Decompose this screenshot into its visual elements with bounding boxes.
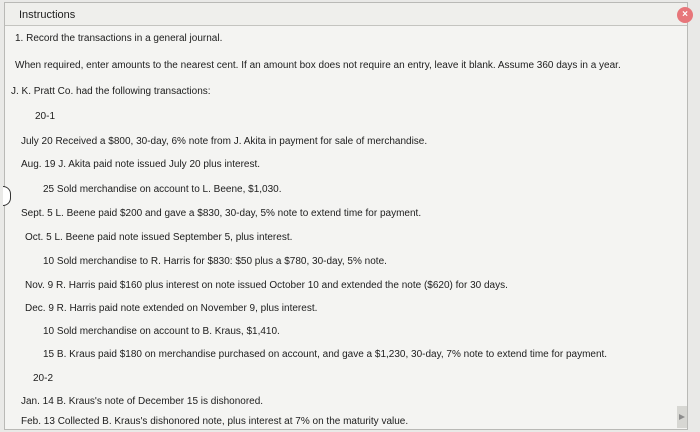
year-label: 20-1 [35, 111, 56, 122]
panel-edge-marker [3, 186, 11, 206]
close-icon[interactable]: × [677, 7, 693, 23]
transaction-row: Nov. 9 R. Harris paid $160 plus interest on note issued October 10 and extended the note ($620) for 30 days. [25, 280, 508, 291]
transaction-row: July 20 Received a $800, 30-day, 6% note from J. Akita in payment for sale of merchandise. [21, 136, 428, 147]
transaction-row: 10 Sold merchandise to R. Harris for $830: $50 plus a $780, 30-day, 5% note. [43, 256, 387, 267]
transaction-row: Feb. 13 Collected B. Kraus's dishonored note, plus interest at 7% on the maturity value. [21, 416, 409, 427]
instructions-header [5, 3, 687, 26]
instructions-panel [4, 2, 688, 430]
transaction-row: Dec. 9 R. Harris paid note extended on November 9, plus interest. [25, 303, 318, 314]
transaction-row: 10 Sold merchandise on account to B. Kraus, $1,410. [43, 326, 280, 337]
transaction-row: 15 B. Kraus paid $180 on merchandise purchased on account, and gave a $1,230, 30-day, 7% note to extend time for payment. [43, 349, 608, 360]
panel-title: Instructions [19, 9, 76, 21]
company-intro: J. K. Pratt Co. had the following transactions: [11, 86, 211, 97]
transaction-row: Aug. 19 J. Akita paid note issued July 20 plus interest. [21, 159, 261, 170]
transaction-row: Oct. 5 L. Beene paid note issued September 5, plus interest. [25, 232, 293, 243]
scrollbar[interactable] [677, 406, 687, 428]
year-label: 20-2 [33, 373, 54, 384]
transaction-row: 25 Sold merchandise on account to L. Beene, $1,030. [43, 184, 282, 195]
transaction-row: Sept. 5 L. Beene paid $200 and gave a $830, 30-day, 5% note to extend time for payment. [21, 208, 422, 219]
instruction-step-1: 1. Record the transactions in a general journal. [15, 33, 223, 44]
scroll-right-icon[interactable] [679, 414, 685, 420]
transaction-row: Jan. 14 B. Kraus's note of December 15 is dishonored. [21, 396, 264, 407]
instruction-rounding: When required, enter amounts to the nearest cent. If an amount box does not require an entry, leave it blank. Assume 360 days in a year. [15, 60, 621, 71]
